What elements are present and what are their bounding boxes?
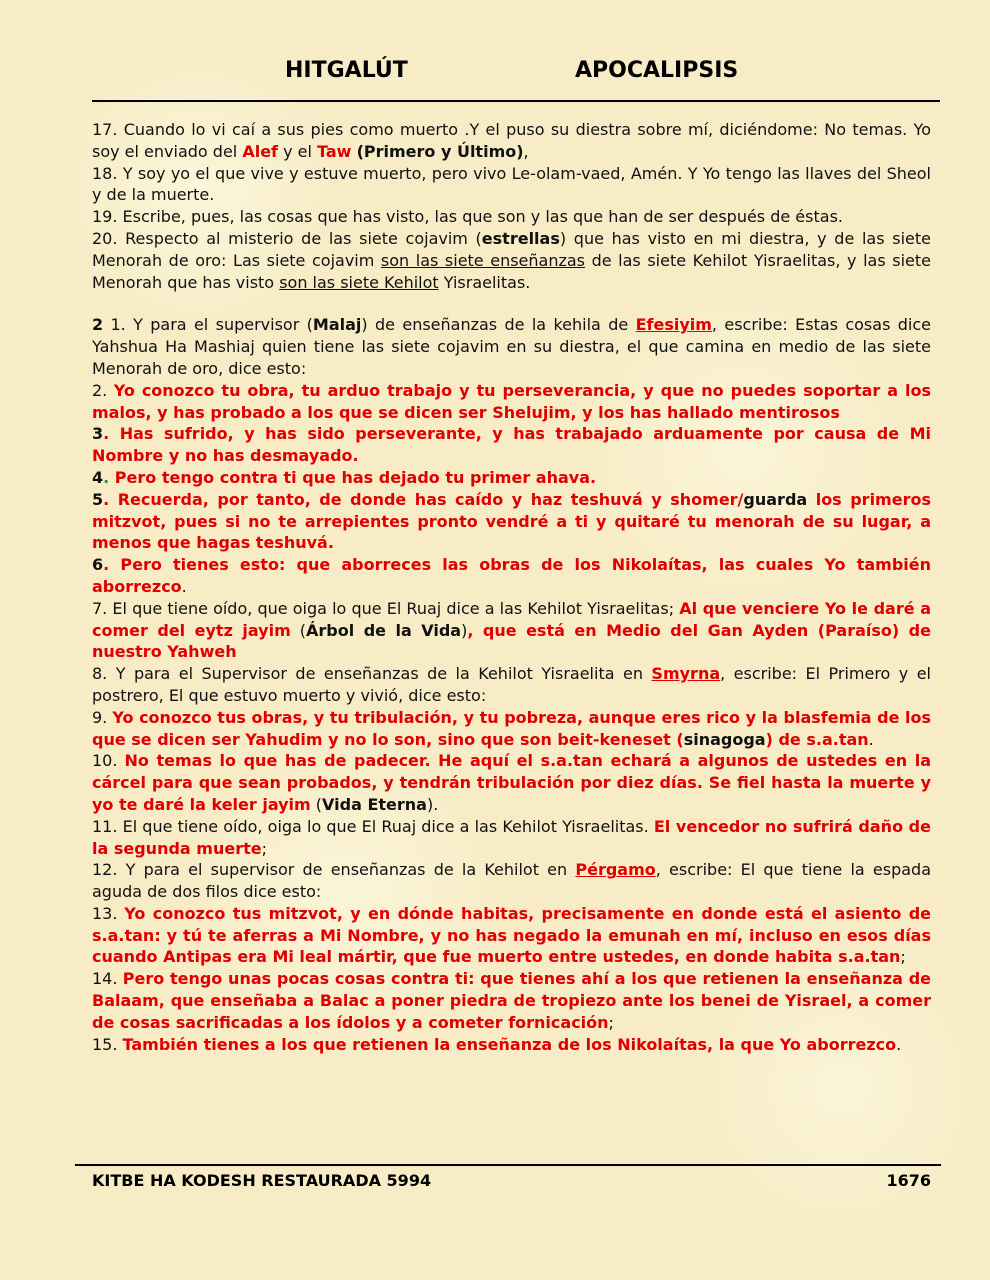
verse-2-11: 11. El que tiene oído, oiga lo que El Ruaj dice a las Kehilot Yisraelitas. El vencedor no sufrirá daño de la segunda muerte;: [92, 816, 931, 858]
verse-2-6: 6. Pero tienes esto: que aborreces las obras de los Nikolaítas, las cuales Yo también aborrezco.: [92, 555, 931, 596]
footer-rule: [75, 1164, 941, 1166]
header-book-hebrew: HITGALÚT: [285, 58, 408, 83]
header-rule: [92, 100, 940, 102]
verse-2-1: 2 1. Y para el supervisor (Malaj) de enseñanzas de la kehila de Efesiyim, escribe: Estas cosas dice Yahshua Ha Mashiaj quien tiene las siete cojavim en su diestra, el que camina en medio de las siete Menorah de oro, dice esto:: [92, 315, 932, 378]
verse-2-3: 3. Has sufrido, y has sido perseverante, y has trabajado arduamente por causa de Mi Nombre y no has desmayado.: [92, 424, 931, 466]
paragraph-gap: [92, 293, 931, 314]
verse-1-17: 17. Cuando lo vi caí a sus pies como muerto .Y el puso su diestra sobre mí, diciéndome: No temas. Yo soy el enviado del Alef y el Taw (Primero y Último),: [92, 120, 931, 161]
place-smyrna: Smyrna: [651, 664, 721, 684]
verse-2-13: 13. Yo conozco tus mitzvot, y en dónde habitas, precisamente en donde está el asiento de s.a.tan: y tú te aferras a Mi Nombre, y no has negado la emunah en mí, incluso en esos días cuando Antipas era Mi leal mártir, que fue muerto entre ustedes, en donde habita s.a.tan;: [92, 903, 931, 967]
verse-2-15: 15. También tienes a los que retienen la enseñanza de los Nikolaítas, la que Yo aborrezco.: [92, 1034, 902, 1054]
verse-2-5: 5. Recuerda, por tanto, de donde has caído y haz teshuvá y shomer/guarda los primeros mitzvot, pues si no te arrepientes pronto vendré a ti y quitaré tu menorah de su lugar, a menos que hagas teshuvá.: [92, 489, 931, 553]
header-book-spanish: APOCALIPSIS: [575, 58, 739, 83]
verse-1-19: 19. Escribe, pues, las cosas que has visto, las que son y las que han de ser después de éstas.: [92, 207, 843, 227]
verse-2-2: 2. Yo conozco tu obra, tu arduo trabajo y tu perseverancia, y que no puedes soportar a los malos, y has probado a los que se dicen ser Shelujim, y los has hallado mentirosos: [92, 380, 932, 422]
page-footer: [92, 1171, 931, 1193]
verse-2-14: 14. Pero tengo unas pocas cosas contra ti: que tienes ahí a los que retienen la enseñanza de Balaam, que enseñaba a Balac a poner piedra de tropiezo ante los benei de Yisrael, a comer de cosas sacrificadas a los ídolos y a cometer fornicación;: [92, 969, 932, 1032]
verse-1-20: 20. Respecto al misterio de las siete cojavim (estrellas) que has visto en mi diestra, y de las siete Menorah de oro: Las siete cojavim son las siete enseñanzas de las siete Kehilot Yisraelitas, y las siete Menorah que has visto son las siete Kehilot Yisraelitas.: [92, 228, 932, 292]
place-pergamo: Pérgamo: [575, 860, 656, 880]
scripture-body: [92, 119, 931, 1055]
verse-1-18: 18. Y soy yo el que vive y estuve muerto, pero vivo Le-olam-vaed, Amén. Y Yo tengo las llaves del Sheol y de la muerte.: [92, 163, 931, 205]
page-header: [0, 58, 990, 92]
verse-2-8: 8. Y para el Supervisor de enseñanzas de la Kehilot Yisraelita en Smyrna, escribe: El Primero y el postrero, El que estuvo muerto y vivió, dice esto:: [92, 664, 932, 705]
place-efesiyim: Efesiyim: [635, 315, 712, 335]
chapter-number: 2: [92, 315, 104, 335]
verse-2-9: 9. Yo conozco tus obras, y tu tribulación, y tu pobreza, aunque eres rico y la blasfemia de los que se dicen ser Yahudim y no lo son, sino que son beit-keneset (sinagoga) de s.a.tan.: [92, 707, 932, 749]
verse-2-7: 7. El que tiene oído, que oiga lo que El Ruaj dice a las Kehilot Yisraelitas; Al que venciere Yo le daré a comer del eytz jayim (Árbol de la Vida), que está en Medio del Gan Ayden (Paraíso) de nuestro Yahweh: [92, 598, 932, 662]
verse-2-12: 12. Y para el supervisor de enseñanzas de la Kehilot en Pérgamo, escribe: El que tiene la espada aguda de dos filos dice esto:: [92, 860, 932, 902]
footer-book-title: KITBE HA KODESH RESTAURADA 5994: [92, 1171, 432, 1190]
verse-2-10: 10. No temas lo que has de padecer. He aquí el s.a.tan echará a algunos de ustedes en la cárcel para que sean probados, y tendrán tribulación por diez días. Se fiel hasta la muerte y yo te daré la keler jayim (Vida Eterna).: [92, 751, 931, 814]
page-number: 1676: [886, 1171, 931, 1190]
verse-2-4: 4. Pero tengo contra ti que has dejado tu primer ahava.: [92, 467, 597, 487]
